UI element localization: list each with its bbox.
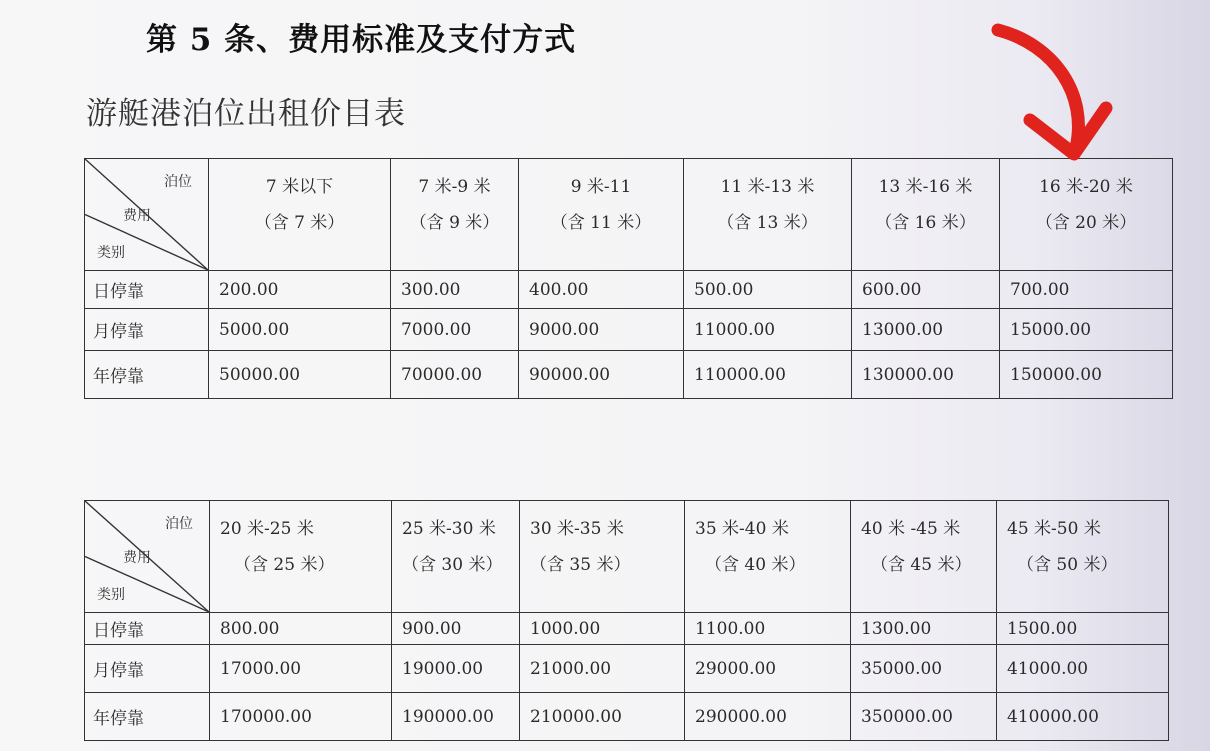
row-label: 年停靠	[85, 351, 209, 399]
corner-cell	[85, 159, 209, 271]
table-row	[85, 645, 1169, 693]
corner-label-category: 类别	[97, 587, 125, 603]
row-label: 年停靠	[85, 693, 210, 741]
price-cell: 70000.00	[391, 351, 519, 399]
price-cell: 17000.00	[210, 645, 392, 693]
row-label: 日停靠	[85, 613, 210, 645]
price-cell: 1300.00	[851, 613, 997, 645]
table-header-row	[85, 159, 1173, 271]
price-cell: 41000.00	[997, 645, 1169, 693]
table-row	[85, 309, 1173, 351]
column-header: 7 米-9 米 （含 9 米）	[391, 159, 519, 271]
price-cell: 900.00	[392, 613, 520, 645]
price-cell: 300.00	[391, 271, 519, 309]
price-cell: 350000.00	[851, 693, 997, 741]
price-cell: 11000.00	[684, 309, 852, 351]
corner-label-berth: 泊位	[165, 516, 193, 532]
price-cell: 15000.00	[1000, 309, 1173, 351]
column-header: 20 米-25 米 （含 25 米）	[210, 501, 392, 613]
price-cell: 700.00	[1000, 271, 1173, 309]
column-header: 9 米-11 （含 11 米）	[519, 159, 684, 271]
price-cell: 21000.00	[520, 645, 685, 693]
row-label: 日停靠	[85, 271, 209, 309]
table-title: 游艇港泊位出租价目表	[86, 96, 406, 132]
column-header: 45 米-50 米 （含 50 米）	[997, 501, 1169, 613]
column-header: 40 米 -45 米 （含 45 米）	[851, 501, 997, 613]
corner-label-berth: 泊位	[164, 174, 192, 190]
corner-label-fee: 费用	[123, 550, 151, 566]
price-table-1	[84, 158, 1173, 399]
corner-cell	[85, 501, 210, 613]
column-header: 7 米以下 （含 7 米）	[209, 159, 391, 271]
column-header: 30 米-35 米 （含 35 米）	[520, 501, 685, 613]
price-cell: 110000.00	[684, 351, 852, 399]
column-header: 11 米-13 米 （含 13 米）	[684, 159, 852, 271]
table-row	[85, 271, 1173, 309]
price-cell: 5000.00	[209, 309, 391, 351]
row-label: 月停靠	[85, 309, 209, 351]
price-cell: 210000.00	[520, 693, 685, 741]
column-header: 13 米-16 米 （含 16 米）	[852, 159, 1000, 271]
price-cell: 90000.00	[519, 351, 684, 399]
price-cell: 400.00	[519, 271, 684, 309]
table-row	[85, 613, 1169, 645]
price-cell: 170000.00	[210, 693, 392, 741]
corner-label-fee: 费用	[123, 208, 151, 224]
price-cell: 1000.00	[520, 613, 685, 645]
price-cell: 7000.00	[391, 309, 519, 351]
price-cell: 29000.00	[685, 645, 851, 693]
price-cell: 800.00	[210, 613, 392, 645]
column-header: 16 米-20 米 （含 20 米）	[1000, 159, 1173, 271]
price-cell: 290000.00	[685, 693, 851, 741]
section-heading: 第 5 条、费用标准及支付方式	[146, 22, 577, 58]
price-cell: 35000.00	[851, 645, 997, 693]
column-header: 35 米-40 米 （含 40 米）	[685, 501, 851, 613]
corner-label-category: 类别	[97, 245, 125, 261]
price-cell: 9000.00	[519, 309, 684, 351]
table-row	[85, 351, 1173, 399]
column-header: 25 米-30 米 （含 30 米）	[392, 501, 520, 613]
price-cell: 410000.00	[997, 693, 1169, 741]
table-row	[85, 693, 1169, 741]
price-cell: 200.00	[209, 271, 391, 309]
price-cell: 1100.00	[685, 613, 851, 645]
price-cell: 13000.00	[852, 309, 1000, 351]
price-table-2	[84, 500, 1169, 741]
price-cell: 19000.00	[392, 645, 520, 693]
price-cell: 1500.00	[997, 613, 1169, 645]
price-cell: 50000.00	[209, 351, 391, 399]
price-cell: 500.00	[684, 271, 852, 309]
price-cell: 600.00	[852, 271, 1000, 309]
price-cell: 190000.00	[392, 693, 520, 741]
price-cell: 150000.00	[1000, 351, 1173, 399]
table-header-row	[85, 501, 1169, 613]
row-label: 月停靠	[85, 645, 210, 693]
price-cell: 130000.00	[852, 351, 1000, 399]
